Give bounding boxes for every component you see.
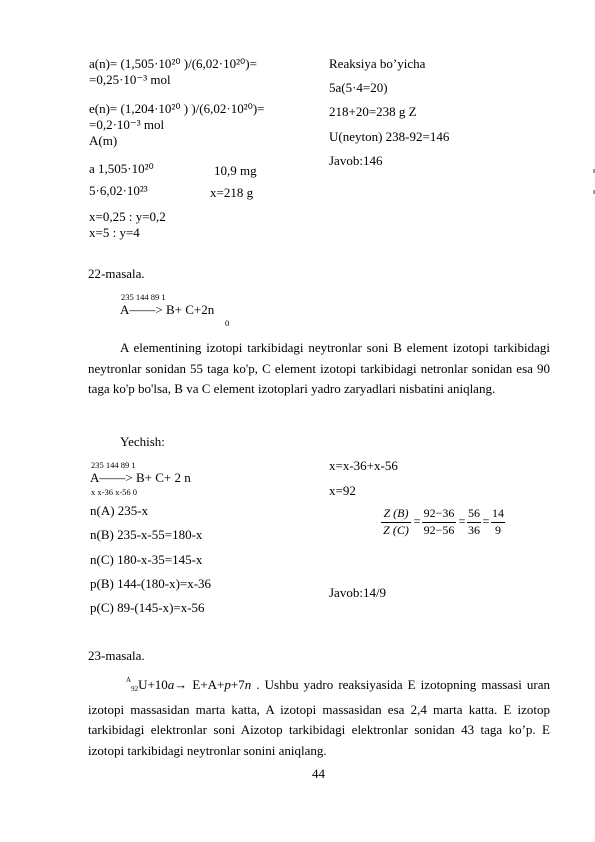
eq22-mass-numbers: 235 144 89 1 <box>121 292 166 302</box>
problem-22-heading: 22-masala. <box>88 266 145 281</box>
calc-line-3: e(n)= (1,204·10²⁰ ) )/(6,02·10²⁰)= <box>89 101 265 116</box>
eq23-arrow: → <box>174 677 188 692</box>
charge-ratio-formula <box>380 506 510 540</box>
problem-22-text: A elementining izotopi tarkibidagi neytronlar soni B element izotopi tarkibidagi neytronlar sonidan 55 taga ko'p, C element izotopi tarkibidagi netronlar sonidan esa 90 taga ko'p bo'lsa, B va C element izotoplari yadro zaryadlari nisbatini aniqlang. <box>88 340 550 396</box>
reaction-line-1: Reaksiya bo’yicha <box>329 56 426 71</box>
neutrons-c: n(C) 180-x-35=145-x <box>90 552 203 567</box>
sol-eq-mass-numbers: 235 144 89 1 <box>91 460 136 470</box>
calc-line-6a: a 1,505·10²⁰ <box>89 161 154 176</box>
frac-eq-2: = <box>458 514 466 528</box>
solution-label: Yechish: <box>120 434 165 449</box>
uranium-charge-subscript: 92 <box>131 685 139 693</box>
frac4-denominator: 9 <box>495 523 501 537</box>
answer-14-9: Javob:14/9 <box>329 585 387 600</box>
calc-line-8: x=0,25 : y=0,2 <box>89 209 166 224</box>
reaction-line-4: U(neyton) 238-92=146 <box>329 129 450 144</box>
eq23-start: U+10 <box>138 677 168 692</box>
protons-c: p(C) 89-(145-x)=x-56 <box>90 600 205 615</box>
frac-eq-1: = <box>413 514 421 528</box>
frac-eq-3: = <box>482 514 490 528</box>
sol-eq-reaction: A——> B+ C+ 2 n <box>90 470 191 485</box>
frac2-denominator: 92−56 <box>423 523 455 537</box>
calc-line-9: x=5 : y=4 <box>89 225 140 240</box>
answer-146: Javob:146 <box>329 153 383 168</box>
page-number: 44 <box>312 766 325 781</box>
neutrons-a: n(A) 235-x <box>90 503 149 518</box>
frac3-numerator: 56 <box>468 506 480 520</box>
calc-line-6b: 10,9 mg <box>214 163 257 178</box>
protons-b: p(B) 144-(180-x)=x-36 <box>90 576 212 591</box>
eq23-neutron: n <box>244 677 252 692</box>
frac1-numerator: Z (B) <box>383 506 409 520</box>
calc-line-5: A(m) <box>89 133 118 148</box>
frac4-numerator: 14 <box>492 506 504 520</box>
x-value: x=92 <box>329 483 356 498</box>
sol-eq-charges: x x-36 x-56 0 <box>91 487 138 497</box>
calc-line-7b: x=218 g <box>210 185 254 200</box>
uranium-mass-superscript: A <box>126 676 132 684</box>
calc-line-4: =0,2·10⁻³ mol <box>89 117 165 132</box>
eq22-charge: 0 <box>225 318 230 328</box>
eq23-mid: E+A+ <box>187 677 225 692</box>
eq22-reaction: A——> B+ C+2n <box>120 302 215 317</box>
calc-line-2: =0,25·10⁻³ mol <box>89 72 171 87</box>
neutrons-b: n(B) 235-x-55=180-x <box>90 527 203 542</box>
frac1-denominator: Z (C) <box>383 523 409 537</box>
eq23-plus7: +7 <box>230 677 245 692</box>
frac2-numerator: 92−36 <box>423 506 455 520</box>
problem-23-body: . Ushbu yadro reaksiyasida E izotopning massasi uran izotopi massasidan marta katta, A izotopi massasidan esa 2,4 marta katta. E izotop tarkibidagi elektronlar soni Aizotop tarkibidagi elektronlar sonidan 43 taga ko’p. E izotopi tarkibidagi neytronlar sonini aniqlang. <box>88 677 550 758</box>
problem-23-text <box>88 670 550 761</box>
reaction-line-3: 218+20=238 g Z <box>329 104 417 119</box>
frac3-denominator: 36 <box>468 523 480 537</box>
eq23-proton: p <box>224 677 231 692</box>
problem-23-heading: 23-masala. <box>88 648 145 663</box>
equation-x: x=x-36+x-56 <box>329 458 398 473</box>
calc-line-7a: 5·6,02·10²³ <box>89 183 148 198</box>
eq23-alpha: a <box>167 677 175 692</box>
reaction-line-2: 5a(5·4=20) <box>329 80 388 95</box>
calc-line-1: a(n)= (1,505·10²⁰ )/(6,02·10²⁰)= <box>89 56 257 71</box>
